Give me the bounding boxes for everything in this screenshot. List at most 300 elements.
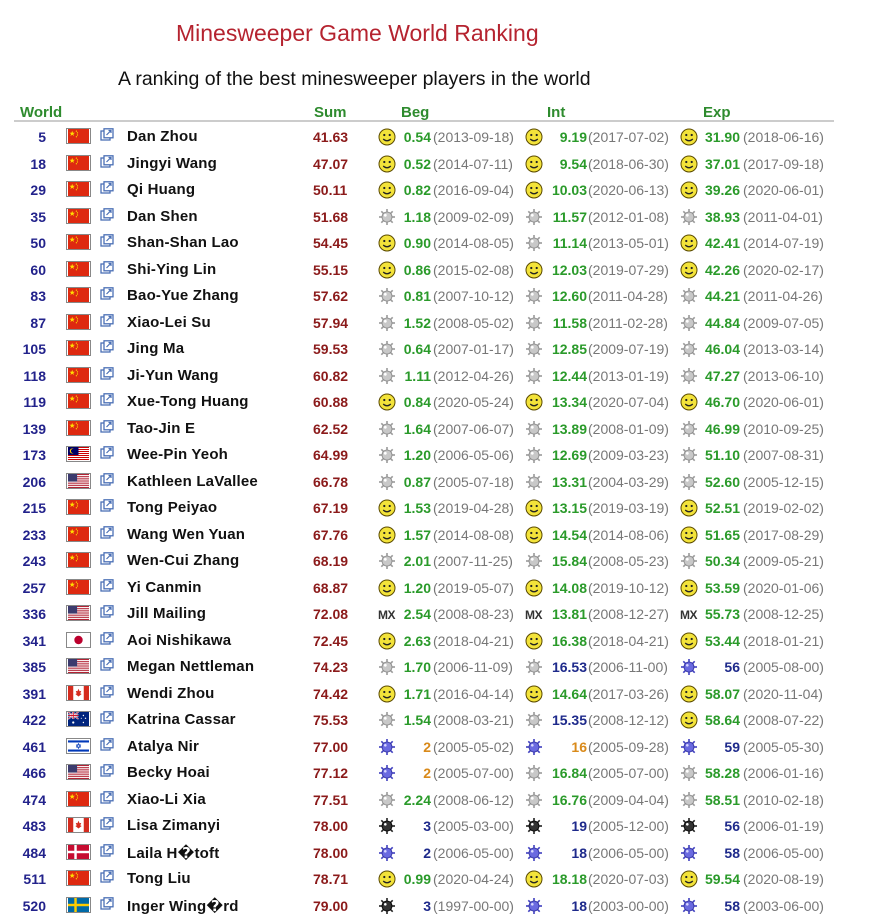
external-link-icon[interactable] [100, 314, 114, 328]
player-name[interactable]: Aoi Nishikawa [127, 631, 232, 649]
table-row [0, 733, 884, 760]
exp-time[interactable]: 59 [724, 738, 740, 755]
sum-value: 47.07 [313, 155, 349, 172]
sum-value: 68.19 [313, 553, 349, 569]
exp-date: (2005-12-15) [743, 473, 824, 490]
sum-value: 60.82 [313, 367, 349, 384]
player-name[interactable]: Wee-Pin Yeoh [127, 446, 229, 463]
external-link-icon[interactable] [100, 552, 114, 566]
beg-time[interactable]: 1.11 [404, 367, 431, 384]
player-name[interactable]: Tong Peiyao [127, 499, 218, 516]
smiley-icon [525, 261, 543, 279]
player-name[interactable]: Megan Nettleman [127, 658, 255, 675]
exp-time[interactable]: 52.60 [704, 473, 740, 490]
beg-time[interactable]: 1.52 [403, 314, 431, 331]
smiley-icon [378, 128, 396, 146]
int-date: (2011-04-28) [588, 288, 668, 304]
external-link-icon[interactable] [100, 420, 114, 434]
beg-time[interactable]: 1.53 [403, 500, 431, 516]
black-mine-icon [378, 897, 396, 915]
header-exp[interactable]: Exp [703, 104, 731, 121]
external-link-icon[interactable] [100, 261, 114, 275]
int-time[interactable]: 18 [571, 844, 587, 861]
exp-time[interactable]: 38.93 [704, 208, 740, 225]
int-time[interactable]: 16.84 [551, 765, 587, 781]
world-rank: 5 [38, 129, 46, 145]
external-link-icon[interactable] [100, 128, 114, 142]
beg-date: (2005-03-00) [433, 818, 514, 834]
sum-value: 50.11 [313, 182, 348, 198]
beg-score [378, 393, 528, 411]
int-time[interactable]: 10.03 [551, 182, 587, 198]
int-date: (2009-04-04) [588, 791, 669, 808]
exp-time[interactable]: 44.21 [704, 288, 740, 304]
player-name[interactable]: Becky Hoai [127, 764, 210, 781]
beg-time[interactable]: 0.52 [403, 155, 431, 172]
player-name[interactable]: Tao-Jin E [127, 419, 196, 437]
mine-icon [680, 446, 698, 464]
external-link-icon[interactable] [100, 685, 114, 699]
external-link-icon[interactable] [100, 844, 114, 858]
smiley-icon [525, 870, 543, 888]
exp-time[interactable]: 50.34 [704, 553, 740, 569]
exp-time[interactable]: 37.01 [704, 155, 740, 172]
external-link-icon[interactable] [100, 526, 114, 540]
header-int[interactable]: Int [547, 104, 566, 121]
player-name[interactable]: Dan Zhou [127, 128, 198, 145]
beg-date: (2005-07-00) [433, 765, 514, 781]
beg-date: (2005-05-02) [433, 738, 514, 755]
int-time[interactable]: 12.60 [551, 288, 587, 304]
exp-score [680, 844, 840, 862]
world-rank: 461 [22, 738, 46, 755]
sum-value: 60.88 [313, 394, 349, 410]
smiley-icon [378, 499, 396, 517]
exp-score [680, 473, 840, 491]
header-sum[interactable]: Sum [314, 104, 347, 121]
int-time[interactable]: 15.35 [551, 712, 587, 728]
int-score [525, 526, 685, 544]
mine-icon [525, 287, 543, 305]
exp-date: (2008-07-22) [743, 712, 824, 728]
mine-icon [525, 764, 543, 782]
int-date: (2011-02-28) [588, 314, 668, 331]
external-link-icon[interactable] [100, 897, 114, 911]
exp-date: (2020-06-01) [743, 182, 824, 198]
player-name[interactable]: Ji-Yun Wang [127, 366, 219, 384]
beg-time[interactable]: 2.63 [403, 632, 431, 649]
int-date: (2018-04-21) [588, 632, 669, 649]
world-rank: 18 [30, 155, 46, 172]
exp-date: (2007-08-31) [743, 447, 824, 463]
int-score [525, 844, 685, 862]
beg-time[interactable]: 0.99 [403, 871, 431, 887]
beg-score [378, 314, 528, 332]
beg-time[interactable]: 3 [423, 897, 431, 914]
sum-value: 66.78 [313, 473, 349, 490]
world-rank: 206 [22, 473, 46, 490]
int-date: (2009-03-23) [588, 447, 669, 463]
external-link-icon[interactable] [100, 340, 114, 354]
exp-date: (2013-06-10) [743, 367, 824, 384]
exp-time[interactable]: 59.54 [704, 871, 740, 887]
external-link-icon[interactable] [100, 764, 114, 778]
table-row [0, 680, 884, 707]
exp-time[interactable]: 52.51 [704, 500, 740, 516]
mine-icon [525, 420, 543, 438]
world-rank: 35 [30, 208, 46, 225]
player-name[interactable]: Lisa Zimanyi [127, 817, 221, 834]
int-time[interactable]: 16.76 [551, 791, 587, 808]
beg-time[interactable]: 2 [423, 738, 431, 755]
int-time[interactable]: 18.18 [551, 871, 587, 887]
exp-time[interactable]: 51.65 [704, 526, 740, 543]
exp-score [680, 208, 840, 226]
external-link-icon[interactable] [100, 367, 114, 381]
mine-icon [680, 791, 698, 809]
beg-score [378, 738, 528, 756]
flag-us-icon [66, 764, 91, 780]
exp-date: (2006-05-00) [743, 844, 824, 861]
beg-time[interactable]: 2.01 [403, 553, 431, 569]
player-name[interactable]: Kathleen LaVallee [127, 472, 258, 490]
mine-icon [378, 367, 396, 385]
smiley-icon [378, 234, 396, 252]
beg-time[interactable]: 0.84 [403, 394, 431, 410]
flag-cn-icon [66, 234, 91, 250]
beg-time[interactable]: 1.71 [403, 685, 431, 702]
exp-score [680, 605, 840, 623]
beg-score [378, 367, 528, 385]
mine-icon [378, 314, 396, 332]
smiley-icon [680, 499, 698, 517]
player-name[interactable]: Tong Liu [127, 870, 191, 887]
table-row [0, 494, 884, 521]
external-link-icon[interactable] [100, 738, 114, 752]
exp-date: (2014-07-19) [743, 235, 824, 251]
beg-score [378, 446, 528, 464]
int-time[interactable]: 15.84 [551, 553, 587, 569]
exp-score [680, 791, 840, 809]
beg-score [378, 764, 528, 782]
beg-time[interactable]: 1.18 [403, 208, 431, 225]
int-time[interactable]: 11.57 [552, 208, 587, 225]
ranking-table [0, 123, 884, 918]
external-link-icon[interactable] [100, 287, 114, 301]
exp-score [680, 526, 840, 544]
int-score [525, 234, 685, 252]
player-name[interactable]: Bao-Yue Zhang [127, 287, 239, 304]
int-date: (2004-03-29) [588, 473, 669, 490]
exp-time[interactable]: 53.44 [704, 632, 740, 649]
int-date: (2013-01-19) [588, 367, 669, 384]
beg-score [378, 844, 528, 862]
external-link-icon[interactable] [100, 579, 114, 593]
exp-date: (2018-06-16) [743, 129, 824, 145]
smiley-icon [680, 685, 698, 703]
int-time[interactable]: 12.03 [551, 261, 587, 278]
beg-score [378, 340, 528, 358]
smiley-icon [680, 155, 698, 173]
sum-value: 62.52 [313, 420, 349, 437]
table-row [0, 574, 884, 601]
smiley-icon [378, 393, 396, 411]
external-link-icon[interactable] [100, 208, 114, 222]
mine-icon [525, 340, 543, 358]
beg-date: (2020-05-24) [433, 394, 514, 410]
exp-time[interactable]: 44.84 [704, 314, 740, 331]
beg-time[interactable]: 1.20 [403, 579, 431, 596]
beg-time[interactable]: 1.57 [403, 526, 431, 543]
beg-score [378, 420, 528, 438]
world-rank: 341 [22, 632, 46, 649]
player-name[interactable]: Wen-Cui Zhang [127, 552, 240, 569]
beg-date: (2018-04-21) [433, 632, 514, 649]
exp-time[interactable]: 46.04 [704, 341, 740, 357]
flag-us-icon [66, 473, 91, 489]
flag-cn-icon [66, 287, 91, 303]
int-time[interactable]: 13.31 [551, 473, 587, 490]
mine-icon [378, 658, 396, 676]
beg-time[interactable]: 0.82 [403, 182, 431, 198]
beg-date: (2014-08-08) [433, 526, 514, 543]
external-link-icon[interactable] [100, 791, 114, 805]
exp-time[interactable]: 58.51 [704, 791, 740, 808]
mine-icon [525, 208, 543, 226]
int-time[interactable]: 9.54 [559, 155, 587, 172]
external-link-icon[interactable] [100, 499, 114, 513]
player-name[interactable]: Inger Wing�rd [127, 897, 239, 915]
exp-score [680, 155, 840, 173]
smiley-icon [525, 155, 543, 173]
beg-time[interactable]: 0.81 [403, 288, 431, 304]
int-time[interactable]: 11.58 [552, 314, 587, 331]
exp-time[interactable]: 58.28 [704, 765, 740, 781]
player-name[interactable]: Atalya Nir [127, 737, 200, 755]
exp-date: (2006-01-16) [743, 765, 824, 781]
beg-time[interactable]: 1.64 [403, 420, 431, 437]
int-time[interactable]: 11.14 [552, 235, 587, 251]
exp-date: (2009-07-05) [743, 314, 824, 331]
player-name[interactable]: Wendi Zhou [127, 684, 215, 702]
int-time[interactable]: 14.54 [551, 526, 587, 543]
player-name[interactable]: Wang Wen Yuan [127, 525, 246, 543]
beg-time[interactable]: 0.64 [403, 341, 431, 357]
int-time[interactable]: 13.81 [551, 606, 587, 622]
flag-cn-icon [66, 870, 91, 886]
player-name[interactable]: Shi-Ying Lin [127, 260, 217, 278]
exp-date: (2017-09-18) [743, 155, 824, 172]
beg-time[interactable]: 0.54 [403, 129, 431, 145]
sum-value: 41.63 [313, 129, 349, 145]
external-link-icon[interactable] [100, 155, 114, 169]
int-date: (2018-06-30) [588, 155, 669, 172]
beg-score [378, 287, 528, 305]
int-time[interactable]: 16.38 [551, 632, 587, 649]
smiley-icon [378, 579, 396, 597]
beg-date: (2007-06-07) [433, 420, 514, 437]
exp-time[interactable]: 39.26 [704, 182, 740, 198]
int-date: (2017-07-02) [588, 129, 669, 145]
player-name[interactable]: Katrina Cassar [127, 711, 236, 728]
int-time[interactable]: 14.08 [551, 579, 587, 596]
player-name[interactable]: Laila H�toft [127, 844, 220, 862]
beg-date: (1997-00-00) [433, 897, 514, 914]
flag-cn-icon [66, 340, 91, 356]
beg-date: (2006-11-09) [433, 659, 513, 675]
int-time[interactable]: 13.15 [551, 500, 587, 516]
sum-value: 78.00 [313, 844, 349, 861]
world-rank: 215 [22, 500, 46, 516]
beg-time[interactable]: 1.54 [403, 712, 431, 728]
external-link-icon[interactable] [100, 870, 114, 884]
smiley-icon [525, 579, 543, 597]
exp-date: (2008-12-25) [743, 606, 824, 622]
int-score [525, 367, 685, 385]
player-name[interactable]: Dan Shen [127, 207, 198, 225]
int-date: (2013-05-01) [588, 235, 669, 251]
sum-value: 54.45 [313, 235, 349, 251]
int-time[interactable]: 13.34 [551, 394, 587, 410]
player-name[interactable]: Xiao-Lei Su [127, 313, 211, 331]
mine-icon [525, 234, 543, 252]
player-name[interactable]: Jingyi Wang [127, 154, 217, 172]
beg-time[interactable]: 2.24 [403, 791, 431, 808]
external-link-icon[interactable] [100, 632, 114, 646]
beg-time[interactable]: 1.20 [403, 447, 431, 463]
beg-date: (2006-05-00) [433, 844, 514, 861]
int-time[interactable]: 16.53 [551, 659, 587, 675]
exp-score [680, 870, 840, 888]
external-link-icon[interactable] [100, 605, 114, 619]
player-name[interactable]: Jing Ma [127, 340, 185, 357]
beg-time[interactable]: 0.87 [403, 473, 431, 490]
sum-value: 59.53 [313, 341, 349, 357]
flag-cn-icon [66, 579, 91, 595]
beg-time[interactable]: 3 [423, 818, 431, 834]
smiley-icon [378, 685, 396, 703]
external-link-icon[interactable] [100, 446, 114, 460]
table-row [0, 150, 884, 177]
exp-time[interactable]: 42.26 [704, 261, 740, 278]
int-time[interactable]: 18 [571, 897, 587, 914]
exp-time[interactable]: 51.10 [704, 447, 740, 463]
mx-icon: MX [378, 608, 395, 622]
beg-date: (2020-04-24) [433, 871, 514, 887]
world-rank: 520 [22, 897, 46, 914]
sum-value: 74.23 [313, 659, 349, 675]
int-score [525, 340, 685, 358]
beg-score [378, 234, 528, 252]
mine-icon [525, 711, 543, 729]
sum-value: 64.99 [313, 447, 349, 463]
beg-time[interactable]: 2 [423, 844, 431, 861]
exp-time[interactable]: 47.27 [704, 367, 740, 384]
smiley-icon [680, 181, 698, 199]
int-score [525, 658, 685, 676]
int-score [525, 155, 685, 173]
smiley-icon [680, 870, 698, 888]
world-rank: 233 [22, 526, 46, 543]
beg-time[interactable]: 0.90 [403, 235, 431, 251]
exp-time[interactable]: 31.90 [704, 129, 740, 145]
table-row [0, 362, 884, 389]
exp-time[interactable]: 56 [724, 818, 740, 834]
player-name[interactable]: Xiao-Li Xia [127, 790, 206, 808]
beg-time[interactable]: 2.54 [403, 606, 431, 622]
exp-time[interactable]: 42.41 [704, 235, 740, 251]
int-time[interactable]: 13.89 [551, 420, 587, 437]
int-time[interactable]: 16 [571, 738, 587, 755]
int-time[interactable]: 12.85 [551, 341, 587, 357]
exp-time[interactable]: 58 [724, 897, 740, 914]
beg-time[interactable]: 0.86 [403, 261, 431, 278]
external-link-icon[interactable] [100, 817, 114, 831]
beg-time[interactable]: 2 [423, 765, 431, 781]
header-beg[interactable]: Beg [401, 104, 430, 121]
exp-score [680, 181, 840, 199]
exp-time[interactable]: 46.99 [704, 420, 740, 437]
int-date: (2008-01-09) [588, 420, 669, 437]
int-time[interactable]: 12.44 [551, 367, 587, 384]
flag-jp-icon [66, 632, 91, 648]
player-name[interactable]: Shan-Shan Lao [127, 234, 239, 251]
player-name[interactable]: Qi Huang [127, 181, 196, 198]
exp-time[interactable]: 56 [724, 659, 740, 675]
int-time[interactable]: 19 [571, 818, 587, 834]
header-world[interactable]: World [20, 104, 63, 121]
external-link-icon[interactable] [100, 181, 114, 195]
beg-score [378, 817, 528, 835]
world-rank: 173 [22, 447, 46, 463]
beg-time[interactable]: 1.70 [403, 659, 431, 675]
int-time[interactable]: 12.69 [551, 447, 587, 463]
external-link-icon[interactable] [100, 473, 114, 487]
world-rank: 105 [22, 341, 46, 357]
int-score [525, 738, 685, 756]
table-row [0, 812, 884, 839]
external-link-icon[interactable] [100, 234, 114, 248]
beg-score [378, 711, 528, 729]
player-name[interactable]: Yi Canmin [127, 578, 202, 596]
external-link-icon[interactable] [100, 658, 114, 672]
flag-cn-icon [66, 791, 91, 807]
external-link-icon[interactable] [100, 393, 114, 407]
external-link-icon[interactable] [100, 711, 114, 725]
player-name[interactable]: Xue-Tong Huang [127, 393, 249, 410]
world-rank: 243 [22, 553, 46, 569]
sum-value: 77.00 [313, 738, 349, 755]
beg-score [378, 791, 528, 809]
exp-time[interactable]: 53.59 [704, 579, 740, 596]
exp-time[interactable]: 58.64 [704, 712, 740, 728]
sum-value: 55.15 [313, 261, 349, 278]
exp-score [680, 658, 840, 676]
int-time[interactable]: 9.19 [559, 129, 587, 145]
exp-time[interactable]: 58 [724, 844, 740, 861]
exp-time[interactable]: 58.07 [704, 685, 740, 702]
world-rank: 60 [30, 261, 46, 278]
player-name[interactable]: Jill Mailing [127, 605, 207, 622]
exp-time[interactable]: 55.73 [704, 606, 740, 622]
exp-time[interactable]: 46.70 [704, 394, 740, 410]
int-time[interactable]: 14.64 [551, 685, 587, 702]
world-rank: 511 [23, 871, 46, 887]
table-row [0, 415, 884, 442]
beg-date: (2015-02-08) [433, 261, 514, 278]
table-row [0, 706, 884, 733]
exp-score [680, 287, 840, 305]
